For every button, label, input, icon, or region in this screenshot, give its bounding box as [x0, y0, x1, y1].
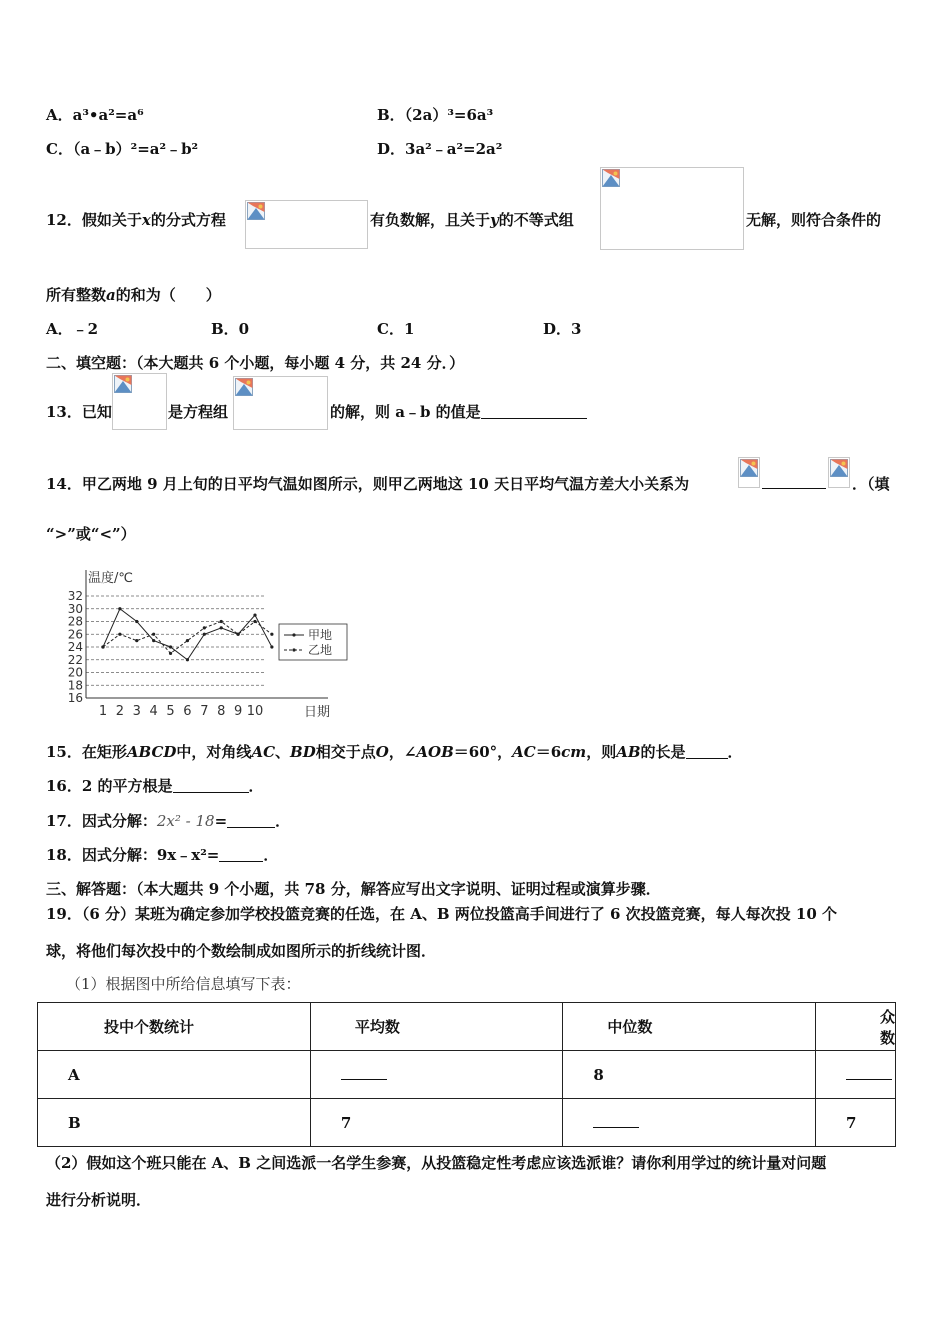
data-point — [253, 614, 256, 617]
x-tick-label: 5 — [166, 704, 175, 719]
y-tick-label: 20 — [67, 665, 83, 680]
question-12-line2: 所有整数a的和为（ ） — [46, 286, 221, 304]
section-3-heading: 三、解答题：（本大题共 9 个小题，共 78 分，解答应写出文字说明、证明过程或演算步骤． — [46, 880, 661, 898]
temperature-line-chart — [58, 560, 358, 722]
y-tick-label: 28 — [67, 614, 83, 629]
y-tick-label: 30 — [67, 601, 83, 616]
section-2-heading: 二、填空题：（本大题共 6 个小题，每小题 4 分，共 24 分．） — [46, 354, 465, 372]
question-14-text: 14．甲乙两地 9 月上旬的日平均气温如图所示，则甲乙两地这 10 天日平均气温方差大小关系为 — [46, 475, 690, 493]
y-tick-label: 26 — [67, 627, 83, 642]
answer-cell[interactable] — [563, 1099, 816, 1147]
q12-option-b: B．0 — [211, 320, 250, 338]
question-14-line2: “>”或“<”） — [46, 525, 136, 543]
header-cell: 中位数 — [563, 1003, 816, 1051]
option-c: C．（a﹣b）²=a²﹣b² — [46, 140, 199, 158]
option-d: D．3a²﹣a²=2a² — [377, 140, 503, 158]
data-point — [220, 620, 223, 623]
broken-image-icon — [740, 459, 758, 477]
header-cell: 投中个数统计 — [38, 1003, 311, 1051]
question-12-end: 无解，则符合条件的 — [746, 211, 882, 229]
question-19-part2-line2: 进行分析说明． — [46, 1191, 152, 1209]
question-19-line1: 19．（6 分）某班为确定参加学校投篮竞赛的任选，在 A、B 两位投篮高手间进行了 6 次投篮竞赛，每人每次投 10 个 — [46, 905, 837, 923]
answer-cell[interactable] — [310, 1051, 563, 1099]
broken-image-icon — [114, 375, 132, 393]
x-tick-label: 8 — [217, 704, 226, 719]
series-line-yi — [103, 622, 272, 654]
data-point — [186, 658, 189, 661]
x-axis-label: 日期 — [304, 705, 331, 720]
table-row — [38, 1051, 896, 1099]
data-point — [152, 633, 155, 636]
y-axis-label: 温度/℃ — [88, 571, 133, 586]
data-point — [135, 620, 138, 623]
broken-image-icon — [235, 378, 253, 396]
question-15: 15．在矩形ABCD中，对角线AC、BD相交于点O，∠AOB＝60°，AC＝6cm，则AB的长是 ． — [46, 743, 743, 761]
x-tick-label: 2 — [115, 704, 125, 719]
legend-label: 甲地 — [308, 628, 333, 642]
y-tick-label: 22 — [67, 652, 83, 667]
answer-blank[interactable] — [219, 847, 263, 862]
answer-blank[interactable] — [341, 1065, 387, 1080]
equation-image — [245, 200, 368, 249]
answer-blank[interactable] — [686, 744, 728, 759]
y-tick-label: 18 — [67, 678, 83, 693]
q12-option-d: D．3 — [543, 320, 582, 338]
q12-option-a: A．﹣2 — [46, 320, 99, 338]
table-row — [38, 1099, 896, 1147]
question-19-line2: 球，将他们每次投中的个数绘制成如图所示的折线统计图． — [46, 942, 437, 960]
data-point — [220, 626, 223, 629]
y-tick-label: 16 — [67, 691, 83, 705]
y-tick-label: 24 — [67, 640, 83, 654]
question-17: 17．因式分解：2x² - 18= ． — [46, 812, 291, 830]
option-a: A．a³•a²=a⁶ — [46, 106, 144, 124]
answer-blank[interactable] — [173, 778, 249, 793]
equation-system-image — [233, 376, 328, 430]
data-point — [169, 652, 172, 655]
inequality-system-image — [600, 167, 744, 250]
data-point — [203, 626, 206, 629]
x-tick-label: 6 — [183, 704, 192, 719]
variance-a-image — [738, 457, 760, 488]
data-point — [270, 645, 273, 648]
answer-blank[interactable] — [846, 1065, 892, 1080]
answer-cell[interactable] — [815, 1051, 895, 1099]
question-18: 18．因式分解：9x﹣x²= ． — [46, 846, 279, 864]
broken-image-icon — [830, 459, 848, 477]
question-16: 16．2 的平方根是 ． — [46, 777, 264, 795]
data-point — [186, 639, 189, 642]
x-tick-label: 3 — [132, 704, 141, 719]
x-tick-label: 10 — [246, 704, 264, 719]
question-12-line1: 12．假如关于x的分式方程 — [46, 211, 226, 229]
broken-image-icon — [602, 169, 620, 187]
legend-marker — [292, 633, 295, 636]
data-point — [101, 645, 104, 648]
variance-b-image — [828, 457, 850, 488]
legend-marker — [292, 648, 295, 651]
x-tick-label: 4 — [149, 704, 158, 719]
data-point — [135, 639, 138, 642]
y-tick-label: 32 — [67, 589, 83, 603]
answer-blank[interactable] — [762, 474, 826, 489]
question-13-end: 的解，则 a﹣b 的值是 — [330, 401, 587, 422]
answer-blank[interactable] — [593, 1113, 639, 1128]
solution-image — [112, 373, 167, 430]
data-point — [253, 620, 256, 623]
option-b: B．（2a）³=6a³ — [377, 106, 494, 124]
data-point — [270, 633, 273, 636]
row-label: A — [38, 1051, 311, 1099]
data-point — [118, 633, 121, 636]
data-point — [152, 639, 155, 642]
statistics-table — [37, 1002, 896, 1147]
answer-blank[interactable] — [481, 404, 587, 419]
legend-label: 乙地 — [308, 643, 333, 657]
row-label: B — [38, 1099, 311, 1147]
answer-blank[interactable] — [227, 813, 275, 828]
question-19-part2-line1: （2）假如这个班只能在 A、B 之间选派一名学生参赛，从投篮稳定性考虑应该选派谁？请你利用学过的统计量对问题 — [46, 1154, 827, 1172]
header-cell: 众数 — [815, 1003, 895, 1051]
data-point — [169, 645, 172, 648]
expression: 2x² - 18 — [156, 812, 215, 830]
table-cell: 7 — [310, 1099, 563, 1147]
question-13-mid: 是方程组 — [168, 403, 229, 421]
question-13-start: 13．已知 — [46, 403, 112, 421]
header-cell: 平均数 — [310, 1003, 563, 1051]
table-cell: 8 — [563, 1051, 816, 1099]
data-point — [118, 607, 121, 610]
broken-image-icon — [247, 202, 265, 220]
question-12-mid: 有负数解，且关于y的不等式组 — [370, 211, 574, 229]
question-14-tail: ．（填 — [852, 475, 890, 493]
question-19-part1: （1）根据图中所给信息填写下表： — [66, 975, 301, 993]
table-header-row — [38, 1003, 896, 1051]
q12-option-c: C．1 — [377, 320, 415, 338]
data-point — [237, 633, 240, 636]
x-tick-label: 1 — [98, 704, 108, 719]
x-tick-label: 7 — [200, 704, 209, 719]
x-tick-label: 9 — [233, 704, 243, 719]
data-point — [203, 633, 206, 636]
table-cell: 7 — [815, 1099, 895, 1147]
